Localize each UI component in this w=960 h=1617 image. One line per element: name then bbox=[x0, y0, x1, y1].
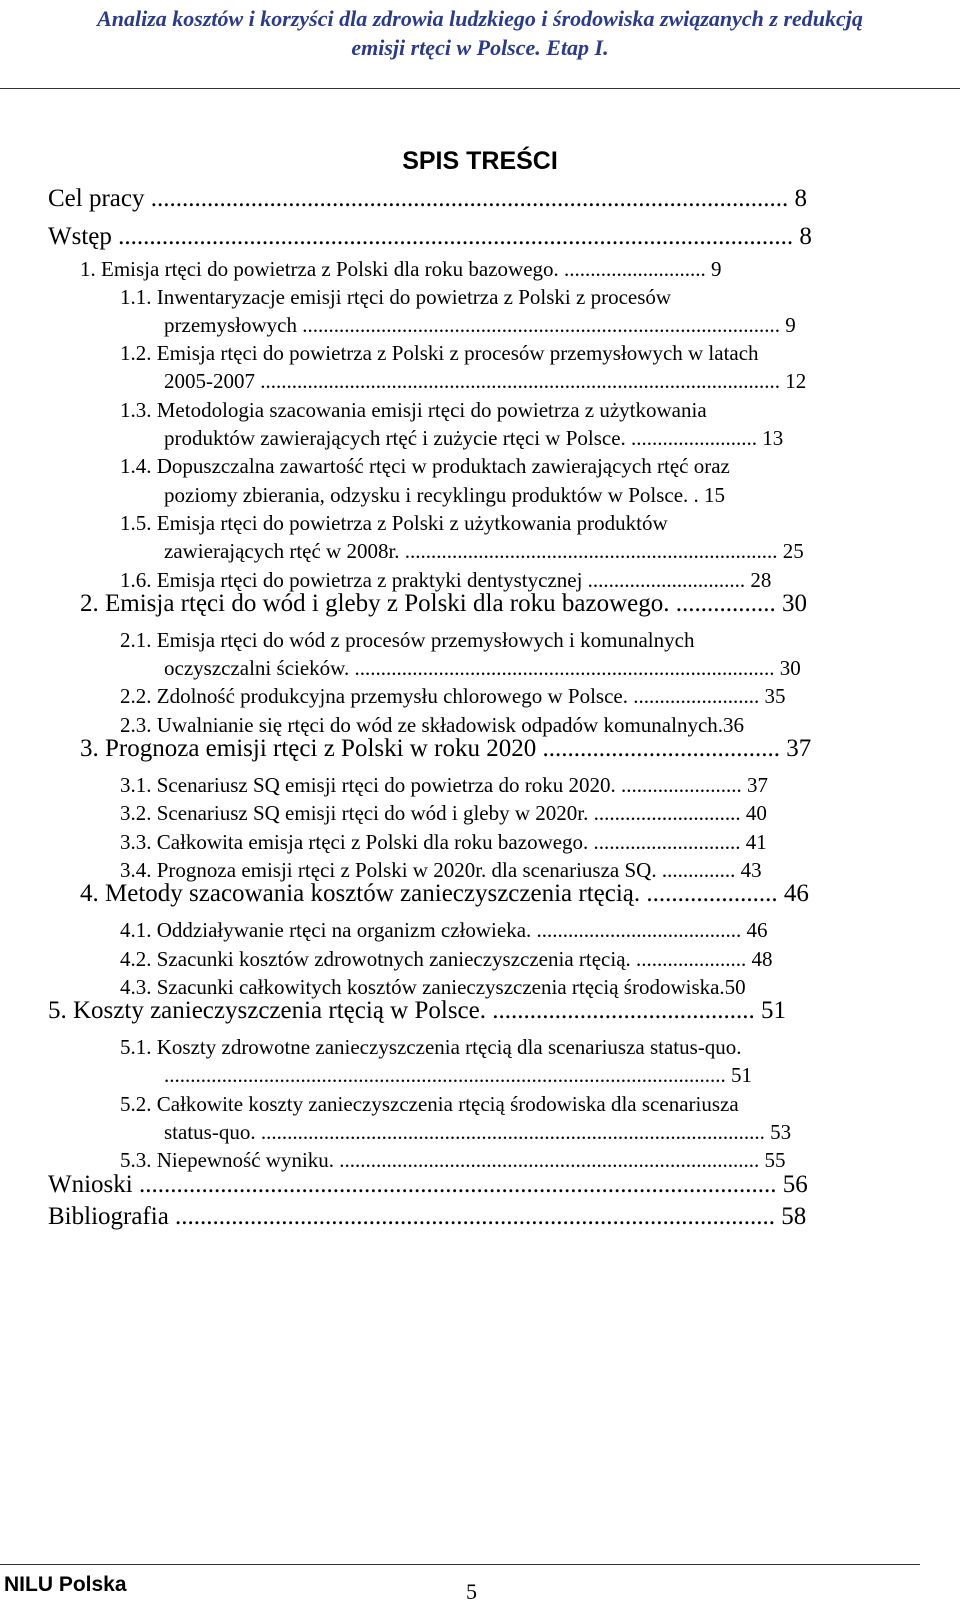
toc-entry: 4.3. Szacunki całkowitych kosztów zanieczyszczenia rtęcią środowiska.50 bbox=[120, 975, 746, 999]
toc-entry: status-quo. ................................................................................................ 53 bbox=[164, 1120, 792, 1144]
toc-entry: Bibliografia ................................................................................................ 58 bbox=[48, 1203, 807, 1230]
toc-entry: 5.2. Całkowite koszty zanieczyszczenia rtęcią środowiska dla scenariusza bbox=[120, 1092, 739, 1116]
toc-entry: przemysłowych ........................................................................................... 9 bbox=[164, 313, 796, 337]
toc-entry: 2005-2007 ................................................................................................... 12 bbox=[164, 369, 807, 393]
toc-entry: Wnioski ...................................................................................................... 56 bbox=[48, 1171, 808, 1198]
toc-entry: 2.2. Zdolność produkcyjna przemysłu chlorowego w Polsce. ........................ 35 bbox=[120, 684, 786, 708]
toc-entry: 1.2. Emisja rtęci do powietrza z Polski z procesów przemysłowych w latach bbox=[120, 341, 759, 365]
running-header-line-2: emisji rtęci w Polsce. Etap I. bbox=[351, 35, 609, 60]
toc-entry: 3.3. Całkowita emisja rtęci z Polski dla roku bazowego. ............................ 41 bbox=[120, 830, 767, 854]
toc-entry: oczyszczalni ścieków. ................................................................................ 30 bbox=[164, 656, 801, 680]
toc-entry: produktów zawierających rtęć i zużycie rtęci w Polsce. ........................ 13 bbox=[164, 426, 784, 450]
toc-entry: 4.2. Szacunki kosztów zdrowotnych zanieczyszczenia rtęcią. ..................... 48 bbox=[120, 947, 773, 971]
toc-entry: poziomy zbierania, odzysku i recyklingu produktów w Polsce. . 15 bbox=[164, 483, 726, 507]
toc-title: SPIS TREŚCI bbox=[402, 147, 558, 175]
toc-entry: zawierających rtęć w 2008r. ....................................................................... 25 bbox=[164, 539, 804, 563]
page-number: 5 bbox=[466, 1579, 477, 1604]
toc-entry: 5.3. Niepewność wyniku. ................................................................................ 55 bbox=[120, 1148, 786, 1172]
toc-entry: 4.1. Oddziaływanie rtęci na organizm człowieka. ....................................... 46 bbox=[120, 918, 768, 942]
toc-entry: 1.4. Dopuszczalna zawartość rtęci w produktach zawierających rtęć oraz bbox=[120, 454, 730, 478]
toc-entry: 3.4. Prognoza emisji rtęci z Polski w 2020r. dla scenariusza SQ. .............. 43 bbox=[120, 858, 762, 882]
toc-entry: 1.3. Metodologia szacowania emisji rtęci do powietrza z użytkowania bbox=[120, 398, 707, 422]
toc-entry: 1.1. Inwentaryzacje emisji rtęci do powietrza z Polski z procesów bbox=[120, 285, 672, 309]
toc-entry: 4. Metody szacowania kosztów zanieczyszczenia rtęcią. ..................... 46 bbox=[80, 880, 809, 907]
toc-entry: Wstęp ............................................................................................................ 8 bbox=[48, 223, 812, 250]
toc-entry: 3.2. Scenariusz SQ emisji rtęci do wód i gleby w 2020r. ............................ 40 bbox=[120, 801, 767, 825]
footer-organization: NILU Polska bbox=[4, 1573, 127, 1596]
toc-entry: 1.5. Emisja rtęci do powietrza z Polski z użytkowania produktów bbox=[120, 511, 668, 535]
toc-entry: ........................................................................................................... 51 bbox=[164, 1063, 752, 1087]
toc-entry: 3.1. Scenariusz SQ emisji rtęci do powietrza do roku 2020. ....................... 37 bbox=[120, 773, 768, 797]
running-header-line-1: Analiza kosztów i korzyści dla zdrowia ludzkiego i środowiska związanych z redukcją bbox=[97, 6, 863, 31]
footer-divider bbox=[0, 1564, 920, 1565]
toc-entry: 2. Emisja rtęci do wód i gleby z Polski dla roku bazowego. ................ 30 bbox=[80, 590, 807, 617]
toc-entry: 5. Koszty zanieczyszczenia rtęcią w Polsce. .......................................... 51 bbox=[48, 997, 786, 1024]
toc-entry: 2.1. Emisja rtęci do wód z procesów przemysłowych i komunalnych bbox=[120, 628, 695, 652]
toc-entry: 1.6. Emisja rtęci do powietrza z praktyki dentystycznej .............................. 28 bbox=[120, 568, 772, 592]
toc-entry: Cel pracy ...................................................................................................... 8 bbox=[48, 185, 807, 212]
toc-entry: 3. Prognoza emisji rtęci z Polski w roku 2020 ...................................... 37 bbox=[80, 735, 812, 762]
toc-entry: 2.3. Uwalnianie się rtęci do wód ze składowisk odpadów komunalnych.36 bbox=[120, 713, 745, 737]
toc-entry: 1. Emisja rtęci do powietrza z Polski dla roku bazowego. ........................... 9 bbox=[80, 257, 722, 281]
toc-entry: 5.1. Koszty zdrowotne zanieczyszczenia rtęcią dla scenariusza status-quo. bbox=[120, 1035, 742, 1059]
